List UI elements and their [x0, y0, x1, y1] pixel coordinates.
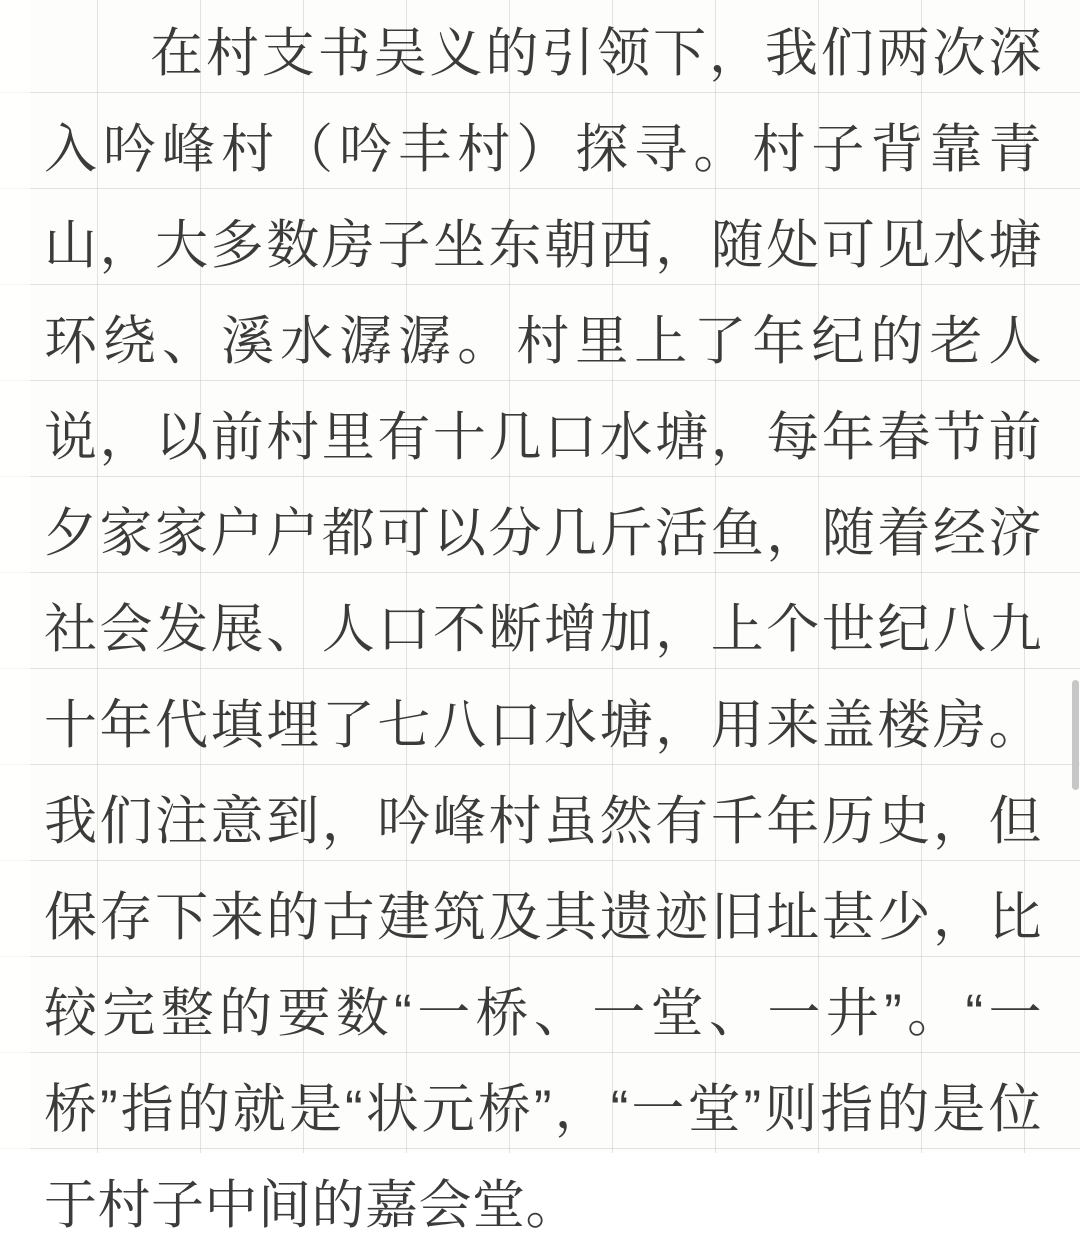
paragraph-text: 在村支书吴义的引领下，我们两次深入吟峰村（吟丰村）探寻。村子背靠青山，大多数房子坐东朝西，随处可见水塘环绕、溪水潺潺。村里上了年纪的老人说，以前村里有十几口水塘，每年春节前夕家家户户都可以分几斤活鱼，随着经济社会发展、人口不断增加，上个世纪八九十年代填埋了七八口水塘，用来盖楼房。我们注意到，吟峰村虽然有千年历史，但保存下来的古建筑及其遗迹旧址甚少，比较完整的要数“一桥、一堂、一井”。“一桥”指的就是“状元桥”，“一堂”则指的是位于村子中间的嘉会堂。: [44, 24, 1042, 1235]
scrollbar-thumb[interactable]: [1072, 680, 1079, 790]
article-body: [44, 6, 1042, 1254]
scrollbar-track[interactable]: [1072, 0, 1080, 1153]
